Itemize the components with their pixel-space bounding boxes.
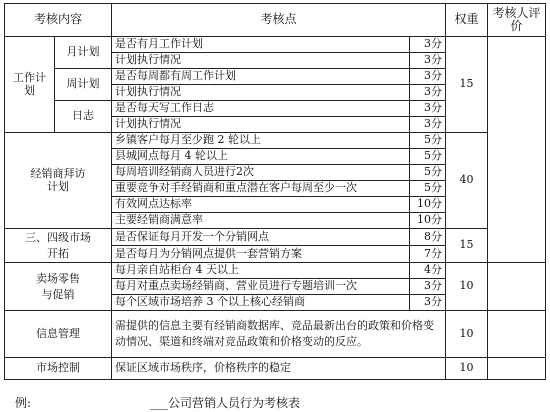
- example-prefix: 例:: [15, 396, 32, 410]
- point-text: 有效网点达标率: [112, 197, 410, 213]
- weight-market-control: 10: [446, 358, 488, 380]
- point-score: 7分: [410, 246, 446, 263]
- point-text: 每周培训经销商人员进行2次: [112, 165, 410, 181]
- table-row: [5, 37, 546, 53]
- point-text: 是否保证每月开发一个分销网点: [112, 229, 410, 246]
- point-text: 是否每天写工作日志: [112, 101, 410, 117]
- point-score: 10分: [410, 213, 446, 229]
- point-text: 重要竞争对手经销商和重点潜在客户每周至少一次: [112, 181, 410, 197]
- category-retail: 卖场零售与促销: [5, 263, 112, 311]
- table-header-row: [5, 4, 546, 37]
- weight-dealer-visit: 40: [446, 133, 488, 229]
- point-text: 每月亲自站柜台 4 天以上: [112, 263, 410, 279]
- point-score: 3分: [410, 101, 446, 117]
- point-score: 8分: [410, 229, 446, 246]
- point-text: 是否有月工作计划: [112, 37, 410, 53]
- point-text: 计划执行情况: [112, 53, 410, 69]
- header-evaluator: 考核人评价: [488, 4, 546, 37]
- point-score: 5分: [410, 165, 446, 181]
- weight-market-dev: 15: [446, 229, 488, 263]
- point-text: 县城网点每月 4 轮以上: [112, 149, 410, 165]
- point-text: 乡镇客户每月至少跑 2 轮以上: [112, 133, 410, 149]
- point-score: 3分: [410, 37, 446, 53]
- table-row: [5, 133, 546, 149]
- evaluation-table: [4, 3, 546, 380]
- point-text: 每个区域市场培养 3 个以上核心经销商: [112, 295, 410, 311]
- point-score: 10分: [410, 197, 446, 213]
- table-row: [5, 263, 546, 279]
- evaluator-cell[interactable]: [488, 263, 546, 311]
- table-row: [5, 311, 546, 358]
- point-score: 5分: [410, 133, 446, 149]
- table-row: [5, 229, 546, 246]
- point-text: 是否每月为分销网点提供一套营销方案: [112, 246, 410, 263]
- evaluator-cell[interactable]: [488, 311, 546, 358]
- category-market-control: 市场控制: [5, 358, 112, 380]
- point-score: 5分: [410, 149, 446, 165]
- subcategory-monthly: 月计划: [55, 37, 112, 69]
- category-info: 信息管理: [5, 311, 112, 358]
- header-weight: 权重: [446, 4, 488, 37]
- point-score: 3分: [410, 69, 446, 85]
- point-text: 是否每周都有周工作计划: [112, 69, 410, 85]
- evaluator-cell[interactable]: [488, 358, 546, 380]
- point-score: 5分: [410, 181, 446, 197]
- point-score: 3分: [410, 279, 446, 295]
- table-row: [5, 358, 546, 380]
- point-text: 保证区域市场秩序，价格秩序的稳定: [112, 358, 446, 380]
- point-score: 3分: [410, 295, 446, 311]
- point-text: 计划执行情况: [112, 85, 410, 101]
- point-score: 3分: [410, 85, 446, 101]
- point-text: 计划执行情况: [112, 117, 410, 133]
- category-market-dev: 三、四级市场开拓: [5, 229, 112, 263]
- weight-info: 10: [446, 311, 488, 358]
- weight-retail: 10: [446, 263, 488, 311]
- subcategory-daily: 日志: [55, 101, 112, 133]
- header-category: 考核内容: [5, 4, 112, 37]
- evaluator-cell[interactable]: [488, 37, 546, 263]
- subcategory-weekly: 周计划: [55, 69, 112, 101]
- point-score: 3分: [410, 53, 446, 69]
- table-caption: ___公司营销人员行为考核表: [150, 396, 301, 410]
- point-score: 3分: [410, 117, 446, 133]
- weight-work-plan: 15: [446, 37, 488, 133]
- point-score: 4分: [410, 263, 446, 279]
- header-point: 考核点: [112, 4, 446, 37]
- category-work-plan: 工作计划: [5, 37, 55, 133]
- point-text: 主要经销商满意率: [112, 213, 410, 229]
- point-text: 需提供的信息主要有经销商数据库、竞品最新出台的政策和价格变动情况、渠道和终端对竞品政策和价格变动的反应。: [112, 311, 446, 358]
- point-text: 每月对重点卖场经销商、营业员进行专题培训一次: [112, 279, 410, 295]
- category-dealer-visit: 经销商拜访计划: [5, 133, 112, 229]
- footer: [15, 394, 301, 411]
